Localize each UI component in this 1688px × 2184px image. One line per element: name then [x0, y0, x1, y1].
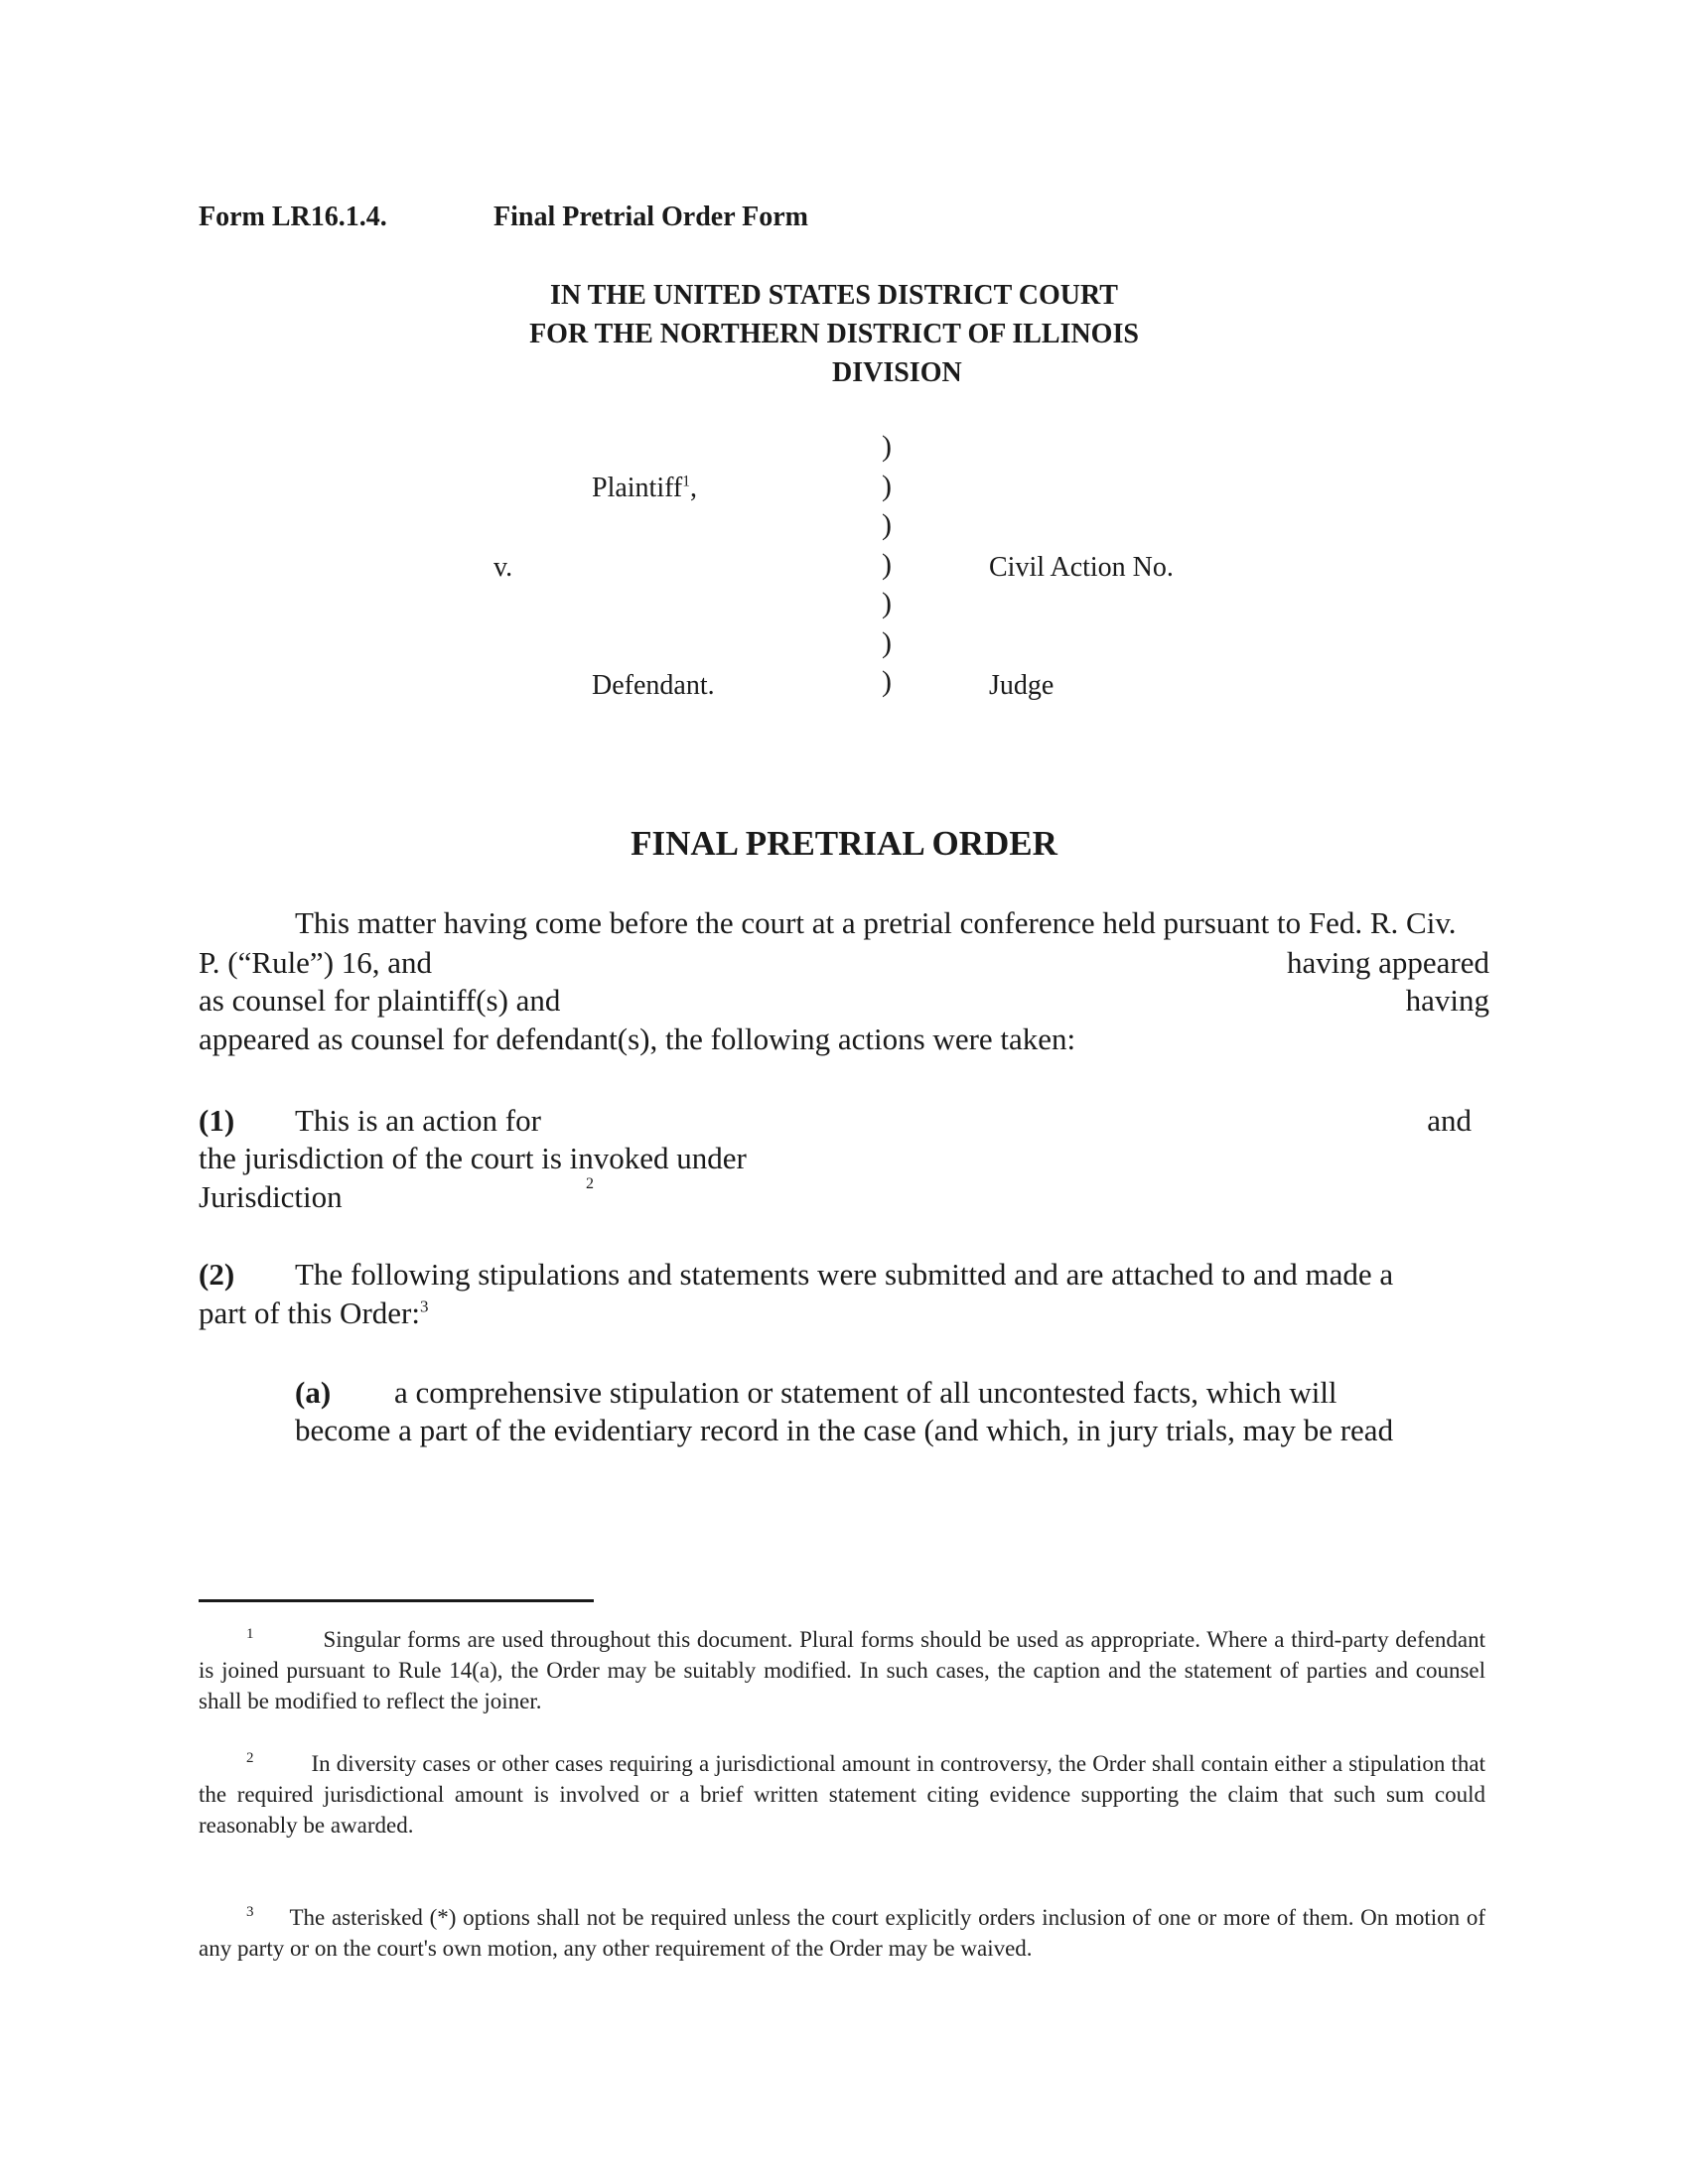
caption-paren: ) — [882, 625, 892, 659]
court-line-2: FOR THE NORTHERN DISTRICT OF ILLINOIS — [529, 319, 1139, 349]
footnote-divider — [199, 1599, 594, 1602]
item-2-line-2: part of this Order:$^3$ — [199, 1296, 429, 1330]
item-1-line-1-left: This is an action for — [295, 1103, 541, 1138]
item-1-number: (1) — [199, 1103, 235, 1138]
caption-paren: ) — [882, 430, 892, 463]
item-2-number: (2) — [199, 1257, 235, 1292]
caption-judge: Judge — [989, 670, 1055, 701]
intro-line-2-left: P. (“Rule”) 16, and — [199, 945, 433, 980]
form-title: Final Pretrial Order Form — [493, 202, 808, 232]
intro-line-2-right: having appeared — [1287, 945, 1489, 980]
intro-line-4: appeared as counsel for defendant(s), the following actions were taken: — [199, 1022, 1076, 1056]
item-1-line-3: Jurisdiction — [199, 1179, 343, 1214]
footnote-ref-2: 2 — [586, 1175, 594, 1192]
caption-paren: ) — [882, 547, 892, 581]
caption-paren: ) — [882, 587, 892, 619]
item-2-line-1: The following stipulations and statements were submitted and are attached to and made a — [295, 1257, 1394, 1292]
page-title: FINAL PRETRIAL ORDER — [631, 824, 1057, 863]
caption-plaintiff: Plaintiff$^1$, — [592, 473, 697, 503]
caption-versus: v. — [493, 552, 513, 583]
intro-line-3-right: having — [1405, 983, 1489, 1018]
intro-line-3-left: as counsel for plaintiff(s) and — [199, 983, 561, 1018]
item-2a-line-1: a comprehensive stipulation or statement of all uncontested facts, which will — [394, 1375, 1337, 1410]
intro-line-1: This matter having come before the court at a pretrial conference held pursuant to Fed. R. Civ. — [295, 905, 1457, 940]
form-number: Form LR16.1.4. — [199, 202, 387, 232]
footnote-3: $^3$ The asterisked (*) options shall not be required unless the court explicitly orders inclusion of one or more of them. On motion of any party or on the court's own motion, any other requirement of the Order may be waived. — [199, 1904, 1485, 1961]
item-1-line-1-right: and — [1427, 1103, 1472, 1138]
caption-defendant: Defendant. — [592, 670, 715, 701]
court-division: DIVISION — [832, 357, 962, 388]
caption-paren: ) — [882, 469, 892, 502]
item-2a-letter: (a) — [295, 1375, 332, 1410]
footnote-2: $^2$ In diversity cases or other cases requiring a jurisdictional amount in controversy, the Order shall contain either a stipulation that the required jurisdictional amount is involved or a brief written statement citing evidence supporting the claim that such sum could reasonably be awarded. — [199, 1750, 1485, 1838]
court-line-1: IN THE UNITED STATES DISTRICT COURT — [550, 280, 1118, 311]
footnote-1: $^1$ Singular forms are used throughout this document. Plural forms should be used as appropriate. Where a third-party defendant is joined pursuant to Rule 14(a), the Order may be suitably modified. In such cases, the caption and the statement of parties and counsel shall be modified to reflect the joiner. — [199, 1626, 1485, 1713]
caption-paren: ) — [882, 508, 892, 541]
footnote-ref-3: 3 — [419, 1297, 429, 1316]
item-1-line-2: the jurisdiction of the court is invoked under — [199, 1141, 747, 1175]
item-2a-line-2: become a part of the evidentiary record in the case (and which, in jury trials, may be read — [295, 1413, 1394, 1447]
caption-civil-action: Civil Action No. — [989, 552, 1174, 583]
caption-paren: ) — [882, 665, 892, 698]
caption-paren-column — [882, 427, 906, 702]
